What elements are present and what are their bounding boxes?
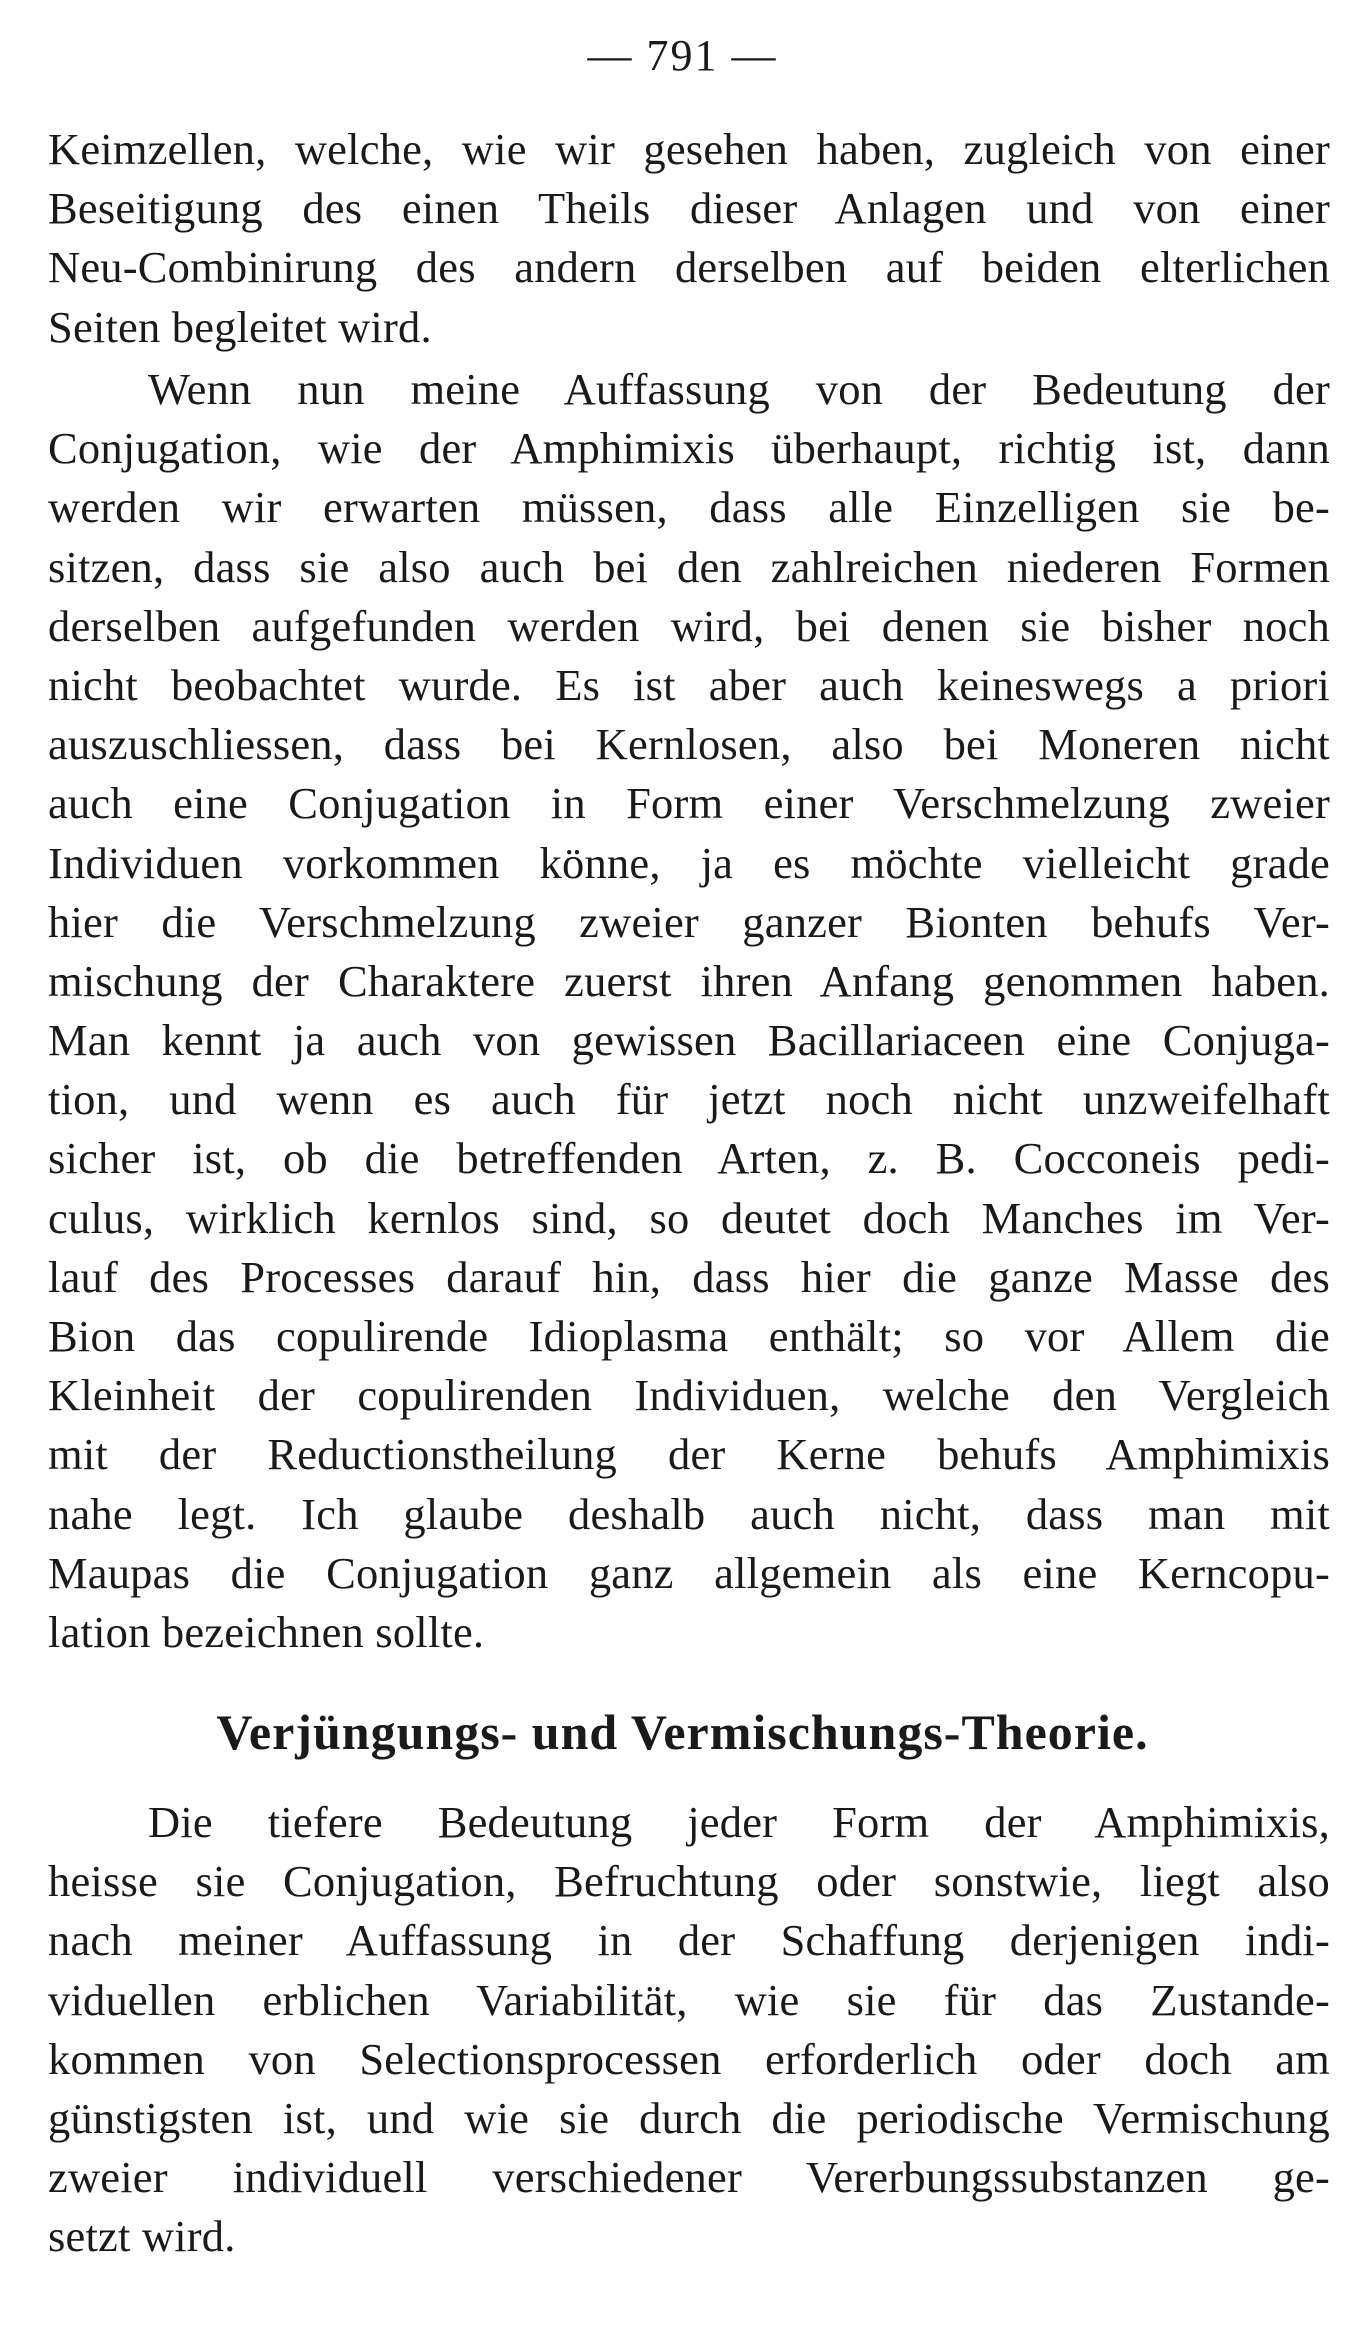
text-line: auszuschliessen, dass bei Kernlosen, also bei Moneren nicht bbox=[48, 719, 1330, 770]
text-line: kommen von Selectionsprocessen erforderlich oder doch am bbox=[48, 2033, 1330, 2084]
text-line: Keimzellen, welche, wie wir gesehen haben, zugleich von einer bbox=[48, 124, 1330, 174]
text-line: mischung der Charaktere zuerst ihren Anfang genommen haben. bbox=[48, 955, 1330, 1006]
text-line: Wenn nun meine Auffassung von der Bedeutung der bbox=[148, 364, 1330, 414]
text-line: Kleinheit der copulirenden Individuen, welche den Vergleich bbox=[48, 1370, 1330, 1421]
text-line: culus, wirklich kernlos sind, so deutet doch Manches im Ver- bbox=[48, 1192, 1330, 1243]
text-line: günstigsten ist, und wie sie durch die periodische Vermischung bbox=[48, 2092, 1330, 2143]
text-line: zweier individuell verschiedener Vererbungssubstanzen ge- bbox=[48, 2152, 1330, 2203]
text-line: hier die Verschmelzung zweier ganzer Bionten behufs Ver- bbox=[48, 896, 1330, 947]
text-line: derselben aufgefunden werden wird, bei denen sie bisher noch bbox=[48, 600, 1330, 651]
text-line: werden wir erwarten müssen, dass alle Einzelligen sie be- bbox=[48, 482, 1330, 533]
text-line: Maupas die Conjugation ganz allgemein als eine Kerncopu- bbox=[48, 1547, 1330, 1598]
text-line: lation bezeichnen sollte. bbox=[48, 1606, 485, 1657]
paragraph-1 bbox=[48, 120, 1330, 357]
section-heading: Verjüngungs- und Vermischungs-Theorie. bbox=[216, 1704, 1149, 1760]
text-line: viduellen erblichen Variabilität, wie sie für das Zustande- bbox=[48, 1974, 1330, 2025]
text-line: Neu-Combinirung des andern derselben auf beiden elterlichen bbox=[48, 242, 1330, 293]
text-line: Individuen vorkommen könne, ja es möchte vielleicht grade bbox=[48, 837, 1330, 888]
text-line: tion, und wenn es auch für jetzt noch nicht unzweifelhaft bbox=[48, 1074, 1330, 1125]
paragraph-2 bbox=[48, 360, 1330, 1662]
text-line: Conjugation, wie der Amphimixis überhaupt, richtig ist, dann bbox=[48, 423, 1330, 474]
text-line: nach meiner Auffassung in der Schaffung derjenigen indi- bbox=[48, 1915, 1330, 1966]
text-line: heisse sie Conjugation, Befruchtung oder sonstwie, liegt also bbox=[48, 1856, 1330, 1907]
text-line: setzt wird. bbox=[48, 2211, 236, 2262]
text-line: Seiten begleitet wird. bbox=[48, 301, 432, 352]
text-line: nicht beobachtet wurde. Es ist aber auch keineswegs a priori bbox=[48, 659, 1330, 710]
text-line: Bion das copulirende Idioplasma enthält; so vor Allem die bbox=[48, 1311, 1330, 1361]
page-number: — 791 — bbox=[587, 31, 778, 80]
text-line: auch eine Conjugation in Form einer Verschmelzung zweier bbox=[48, 778, 1330, 829]
text-line: mit der Reductionstheilung der Kerne behufs Amphimixis bbox=[48, 1429, 1330, 1480]
text-line: Beseitigung des einen Theils dieser Anlagen und von einer bbox=[48, 183, 1330, 234]
text-line: nahe legt. Ich glaube deshalb auch nicht, dass man mit bbox=[48, 1488, 1330, 1539]
text-line: lauf des Processes darauf hin, dass hier die ganze Masse des bbox=[48, 1251, 1330, 1302]
text-line: sicher ist, ob die betreffenden Arten, z. B. Cocconeis pedi- bbox=[48, 1133, 1330, 1184]
text-line: Man kennt ja auch von gewissen Bacillariaceen eine Conjuga- bbox=[48, 1015, 1330, 1066]
paragraph-3 bbox=[48, 1793, 1330, 2267]
text-line: Die tiefere Bedeutung jeder Form der Amphimixis, bbox=[148, 1797, 1330, 1847]
text-line: sitzen, dass sie also auch bei den zahlreichen niederen Formen bbox=[48, 541, 1330, 592]
